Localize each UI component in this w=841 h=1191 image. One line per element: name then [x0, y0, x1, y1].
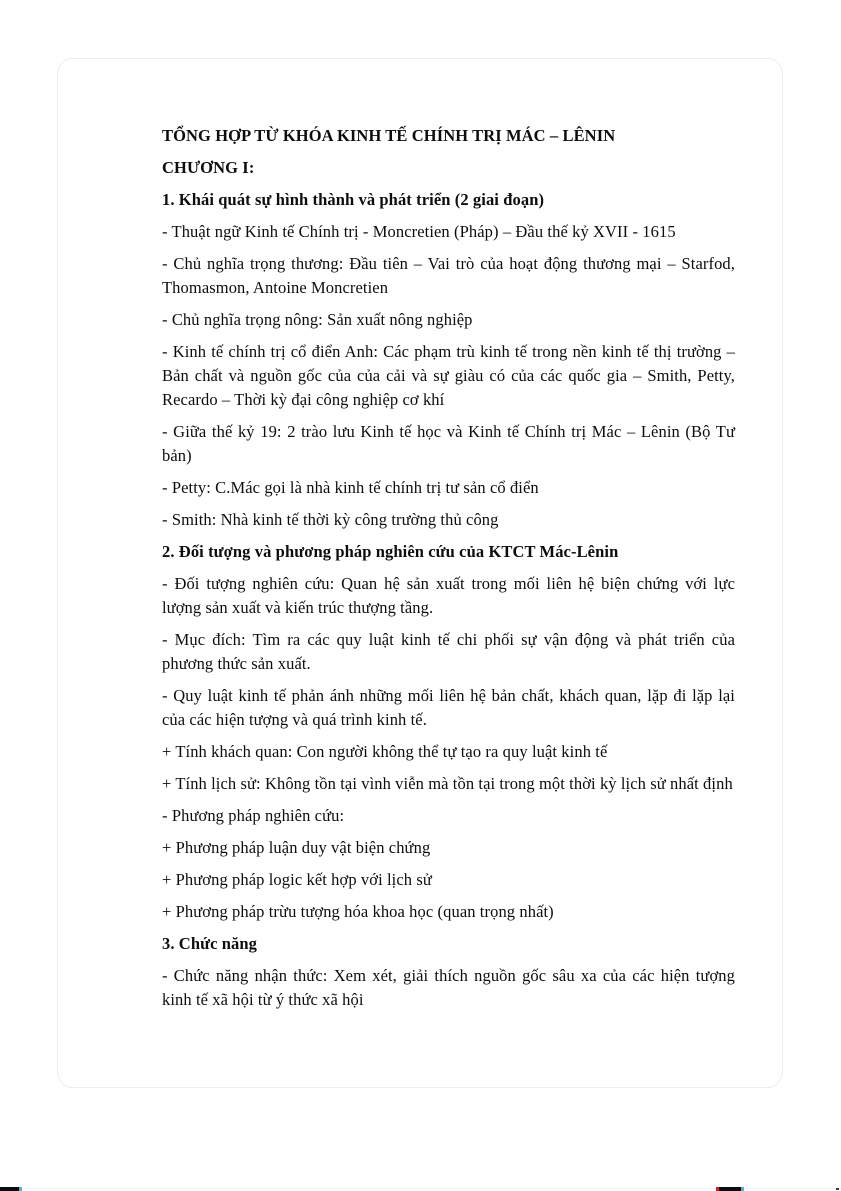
section-2-heading: 2. Đối tượng và phương pháp nghiên cứu của KTCT Mác-Lênin: [162, 542, 619, 561]
paragraph: - Chủ nghĩa trọng thương: Đầu tiên – Vai trò của hoạt động thương mại – Starfod, Thomasmon, Antoine Moncretien: [162, 254, 735, 297]
paragraph: + Tính khách quan: Con người không thể tự tạo ra quy luật kinh tế: [162, 742, 608, 761]
bottom-bar-red-tip: [716, 1187, 719, 1191]
bottom-bar-cyan-tip: [741, 1187, 744, 1191]
bottom-bar-fragment-left: [0, 1187, 22, 1191]
paragraph: - Phương pháp nghiên cứu:: [162, 806, 345, 825]
paragraph: - Petty: C.Mác gọi là nhà kinh tế chính trị tư sản cổ điển: [162, 478, 539, 497]
paragraph: - Quy luật kinh tế phản ánh những mối liên hệ bản chất, khách quan, lặp đi lặp lại của các hiện tượng và quá trình kinh tế.: [162, 686, 735, 729]
paragraph: - Đối tượng nghiên cứu: Quan hệ sản xuất trong mối liên hệ biện chứng với lực lượng sản xuất và kiến trúc thượng tầng.: [162, 574, 735, 617]
paragraph: - Smith: Nhà kinh tế thời kỳ công trường thủ công: [162, 510, 499, 529]
section-3-heading: 3. Chức năng: [162, 934, 257, 953]
section-1-heading: 1. Khái quát sự hình thành và phát triển (2 giai đoạn): [162, 190, 545, 209]
paragraph: - Giữa thế kỷ 19: 2 trào lưu Kinh tế học và Kinh tế Chính trị Mác – Lênin (Bộ Tư bản): [162, 422, 735, 465]
paragraph: + Phương pháp luận duy vật biện chứng: [162, 838, 431, 857]
bottom-bar-cyan-tip: [19, 1187, 22, 1191]
bottom-divider-line: [0, 1188, 841, 1189]
bottom-bar-dot: [836, 1188, 839, 1190]
paragraph: - Chủ nghĩa trọng nông: Sản xuất nông nghiệp: [162, 310, 473, 329]
paragraph: + Tính lịch sử: Không tồn tại vình viễn mà tồn tại trong một thời kỳ lịch sử nhất định: [162, 774, 733, 793]
document-page: [57, 58, 783, 1088]
document-title: TỔNG HỢP TỪ KHÓA KINH TẾ CHÍNH TRỊ MÁC – LÊNIN: [162, 126, 616, 145]
paragraph: - Thuật ngữ Kinh tế Chính trị - Moncretien (Pháp) – Đầu thế kỷ XVII - 1615: [162, 222, 676, 241]
paragraph: - Kinh tế chính trị cổ điển Anh: Các phạm trù kinh tế trong nền kinh tế thị trường – Bản chất và nguồn gốc của của cải và sự giàu có của các quốc gia – Smith, Petty, Recardo – Thời kỳ đại công nghiệp cơ khí: [162, 342, 735, 409]
paragraph: + Phương pháp trừu tượng hóa khoa học (quan trọng nhất): [162, 902, 554, 921]
bottom-bar-fragment-right: [716, 1187, 744, 1191]
paragraph: - Chức năng nhận thức: Xem xét, giải thích nguồn gốc sâu xa của các hiện tượng kinh tế xã hội từ ý thức xã hội: [162, 966, 735, 1009]
chapter-heading: CHƯƠNG I:: [162, 158, 255, 177]
paragraph: + Phương pháp logic kết hợp với lịch sử: [162, 870, 432, 889]
paragraph: - Mục đích: Tìm ra các quy luật kinh tế chi phối sự vận động và phát triển của phương thức sản xuất.: [162, 630, 735, 673]
